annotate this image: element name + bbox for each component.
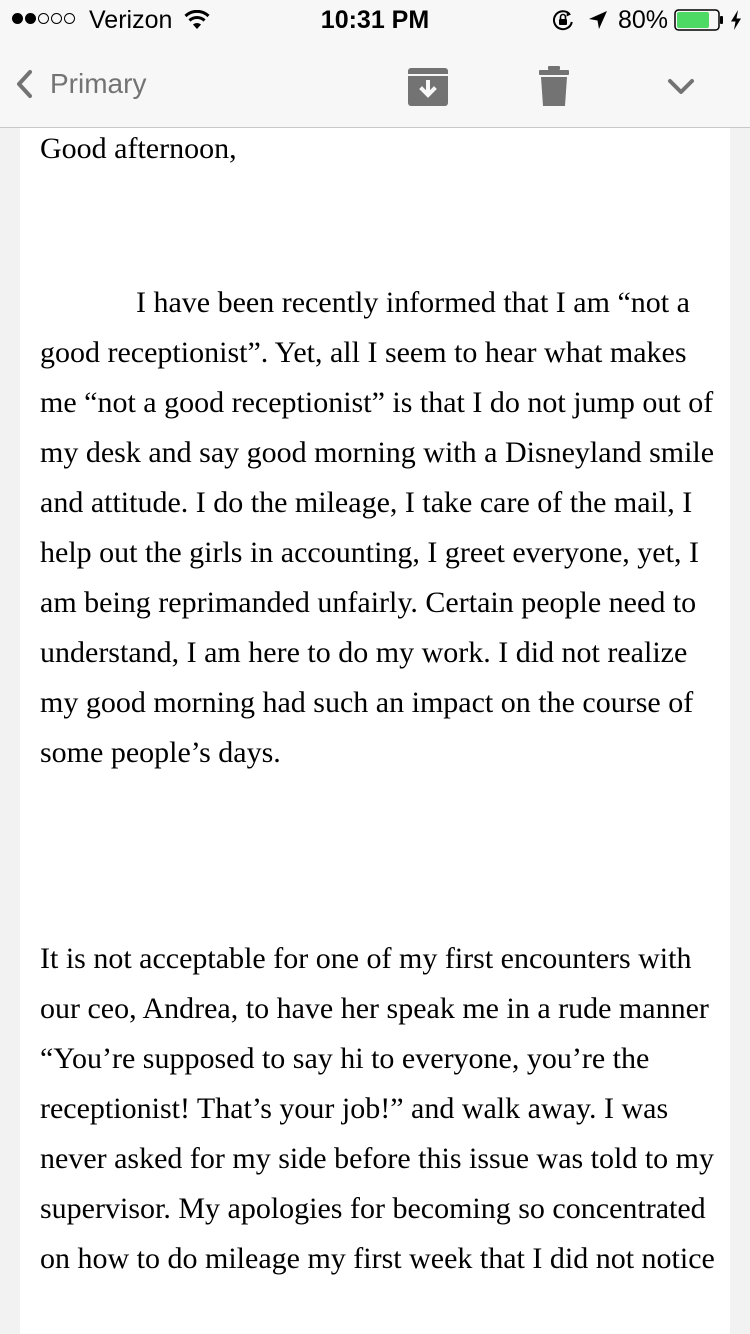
message-greeting: Good afternoon, xyxy=(40,132,237,165)
battery-level-fill xyxy=(677,12,709,28)
charging-bolt-icon xyxy=(729,9,743,31)
message-paragraph: It is not acceptable for one of my first encounters with our ceo, Andrea, to have her speak me in a rude manner “You’re supposed to say hi to everyone, you’re the receptionist! That’s your job!” and walk away. I was never asked for my side before this issue was told to my supervisor. My apologies for becoming so concentrated on how to do mileage my first week that I did not notice xyxy=(40,942,715,1275)
archive-icon[interactable] xyxy=(406,64,450,108)
status-bar xyxy=(0,0,750,40)
status-time: 10:31 PM xyxy=(320,6,430,34)
battery-percent: 80% xyxy=(618,6,669,34)
navigation-bar xyxy=(0,40,750,128)
battery-icon xyxy=(674,9,724,31)
location-arrow-icon xyxy=(588,9,608,31)
back-button[interactable] xyxy=(10,60,146,108)
chevron-left-icon xyxy=(14,69,36,99)
rotation-lock-icon xyxy=(552,9,574,31)
message-paragraph: I have been recently informed that I am “not a good receptionist”. Yet, all I seem to hear what makes me “not a good receptionist” is that I do not jump out of my desk and say good morning with a Disneyland smile and attitude. I do the mileage, I take care of the mail, I help out the girls in accounting, I greet everyone, yet, I am being reprimanded unfairly. Certain people need to understand, I am here to do my work. I did not realize my good morning had such an impact on the course of some people’s days. xyxy=(40,286,715,769)
message-card xyxy=(20,128,730,1334)
trash-icon[interactable] xyxy=(532,64,576,108)
back-label: Primary xyxy=(50,68,147,99)
chevron-down-icon[interactable] xyxy=(658,64,704,108)
carrier-name: Verizon xyxy=(89,6,173,34)
